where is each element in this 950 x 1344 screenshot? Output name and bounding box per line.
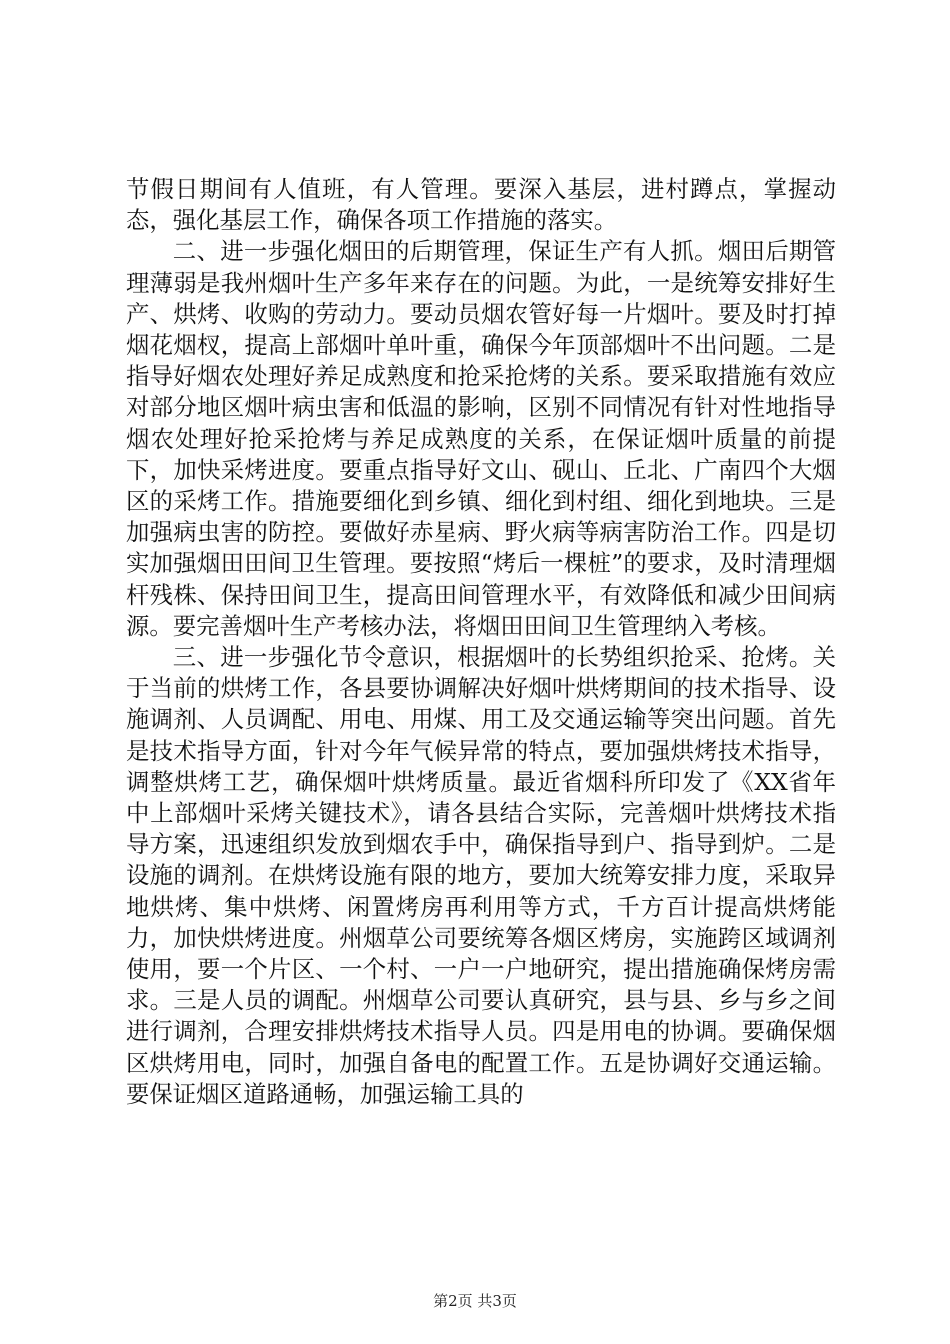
paragraph-section-two: 二、进一步强化烟田的后期管理，保证生产有人抓。烟田后期管理薄弱是我州烟叶生产多年来存在的问题。为此，一是统筹安排好生产、烘烤、收购的劳动力。要动员烟农管好每一片烟叶。要及时打掉烟花烟杈，提高上部烟叶单叶重，确保今年顶部烟叶不出问题。二是指导好烟农处理好养足成熟度和抢采抢烤的关系。要采取措施有效应对部分地区烟叶病虫害和低温的影响，区别不同情况有针对性地指导烟农处理好抢采抢烤与养足成熟度的关系，在保证烟叶质量的前提下，加快采烤进度。要重点指导好文山、砚山、丘北、广南四个大烟区的采烤工作。措施要细化到乡镇、细化到村组、细化到地块。三是加强病虫害的防控。要做好赤星病、野火病等病害防治工作。四是切实加强烟田田间卫生管理。要按照“烤后一棵桩”的要求，及时清理烟杆残株、保持田间卫生，提高田间管理水平，有效降低和减少田间病源。要完善烟叶生产考核办法，将烟田田间卫生管理纳入考核。 [126,237,836,640]
document-body [126,174,836,1110]
paragraph-continued: 节假日期间有人值班，有人管理。要深入基层，进村蹲点，掌握动态，强化基层工作，确保各项工作措施的落实。 [126,175,836,235]
paragraph-section-three: 三、进一步强化节令意识，根据烟叶的长势组织抢采、抢烤。关于当前的烘烤工作，各县要协调解决好烟叶烘烤期间的技术指导、设施调剂、人员调配、用电、用煤、用工及交通运输等突出问题。首先是技术指导方面，针对今年气候异常的特点，要加强烘烤技术指导，调整烘烤工艺，确保烟叶烘烤质量。最近省烟科所印发了《XX省年中上部烟叶采烤关键技术》，请各县结合实际，完善烟叶烘烤技术指导方案，迅速组织发放到烟农手中，确保指导到户、指导到炉。二是设施的调剂。在烘烤设施有限的地方，要加大统筹安排力度，采取异地烘烤、集中烘烤、闲置烤房再利用等方式，千方百计提高烘烤能力，加快烘烤进度。州烟草公司要统筹各烟区烤房，实施跨区域调剂使用，要一个片区、一个村、一户一户地研究，提出措施确保烤房需求。三是人员的调配。州烟草公司要认真研究，县与县、乡与乡之间进行调剂，合理安排烘烤技术指导人员。四是用电的协调。要确保烟区烘烤用电，同时，加强自备电的配置工作。五是协调好交通运输。要保证烟区道路通畅，加强运输工具的 [126,643,836,1108]
page-number-footer: 第2页 共3页 [433,1292,517,1310]
